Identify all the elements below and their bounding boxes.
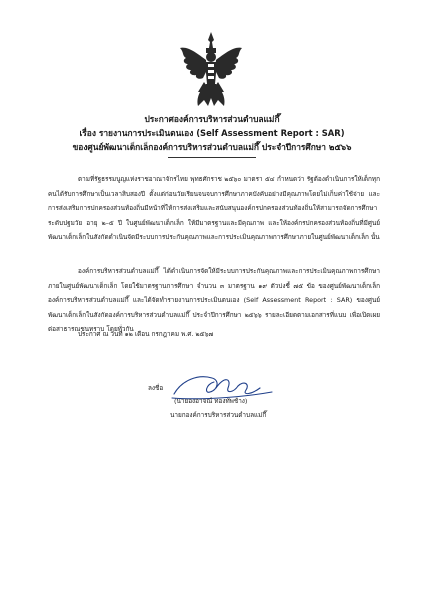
announcement-scope: ของศูนย์พัฒนาเด็กเล็กองค์การบริหารส่วนตำบลแม่กึ๊ ประจำปีการศึกษา ๒๕๖๖ xyxy=(72,142,352,152)
body-paragraph-1 xyxy=(48,172,380,245)
paragraph-1-text: ตามที่รัฐธรรมนูญแห่งราชอาณาจักรไทย พุทธศักราช ๒๕๖๐ มาตรา ๕๔ กำหนดว่า รัฐต้องดำเนินการให้เด็กทุกคนได้รับการศึกษาเป็นเวลาสิบสองปี ตั้งแต่ก่อนวัยเรียนจนจบการศึกษาภาคบังคับอย่างมีคุณภาพโดยไม่เก็บค่าใช้จ่าย และการส่งเสริมการปกครองส่วนท้องถิ่นมีหน้าที่ให้การส่งเสริมและสนับสนุนองค์กรปกครองส่วนท้องถิ่นให้สามารถจัดการศึกษาระดับปฐมวัย อายุ ๒–๕ ปี ในศูนย์พัฒนาเด็กเล็ก ให้มีมาตรฐานและมีคุณภาพ และให้องค์กรปกครองส่วนท้องถิ่นที่มีศูนย์พัฒนาเด็กเล็กในสังกัดดำเนินจัดมีระบบการประกันคุณภาพและการประเมินคุณภาพการศึกษาภายในศูนย์พัฒนาเด็กเล็ก นั้น xyxy=(48,175,380,241)
body-paragraph-2 xyxy=(48,264,380,337)
announcement-subject: เรื่อง รายงานการประเมินตนเอง (Self Assessment Report : SAR) xyxy=(79,128,345,138)
announcement-issuer: ประกาศองค์การบริหารส่วนตำบลแม่กึ๊ xyxy=(144,114,280,124)
signer-name: (นายองอาจณ์ ทองทัพช้าง) xyxy=(174,397,248,405)
paragraph-2-text: องค์การบริหารส่วนตำบลแม่กึ๊ ได้ดำเนินการจัดให้มีระบบการประกันคุณภาพและการประเมินคุณภาพการศึกษาภายในศูนย์พัฒนาเด็กเล็ก โดยใช้มาตรฐานการศึกษา จำนวน ๓ มาตรฐาน ๑๙ ตัวบ่งชี้ ๗๕ ข้อ ของศูนย์พัฒนาเด็กเล็กองค์การบริหารส่วนตำบลแม่กึ๊ และได้จัดทำรายงานการประเมินตนเอง (Self Assessment Report : SAR) ของศูนย์พัฒนาเด็กเล็กในสังกัดองค์การบริหารส่วนตำบลแม่กึ๊ ประจำปีการศึกษา ๒๕๖๖ รายละเอียดตามเอกสารที่แนบ เพื่อเปิดเผยต่อสาธารณชนทราบ โดยทั่วกัน xyxy=(48,267,380,333)
signature-label: ลงชื่อ xyxy=(148,384,164,392)
signer-title: นายกองค์การบริหารส่วนตำบลแม่กึ๊ xyxy=(170,411,267,419)
announcement-date: ประกาศ ณ วันที่ ๑๒ เดือน กรกฎาคม พ.ศ. ๒๕๖๗ xyxy=(78,330,214,338)
garuda-emblem-icon xyxy=(178,30,244,108)
header-divider xyxy=(168,157,256,158)
